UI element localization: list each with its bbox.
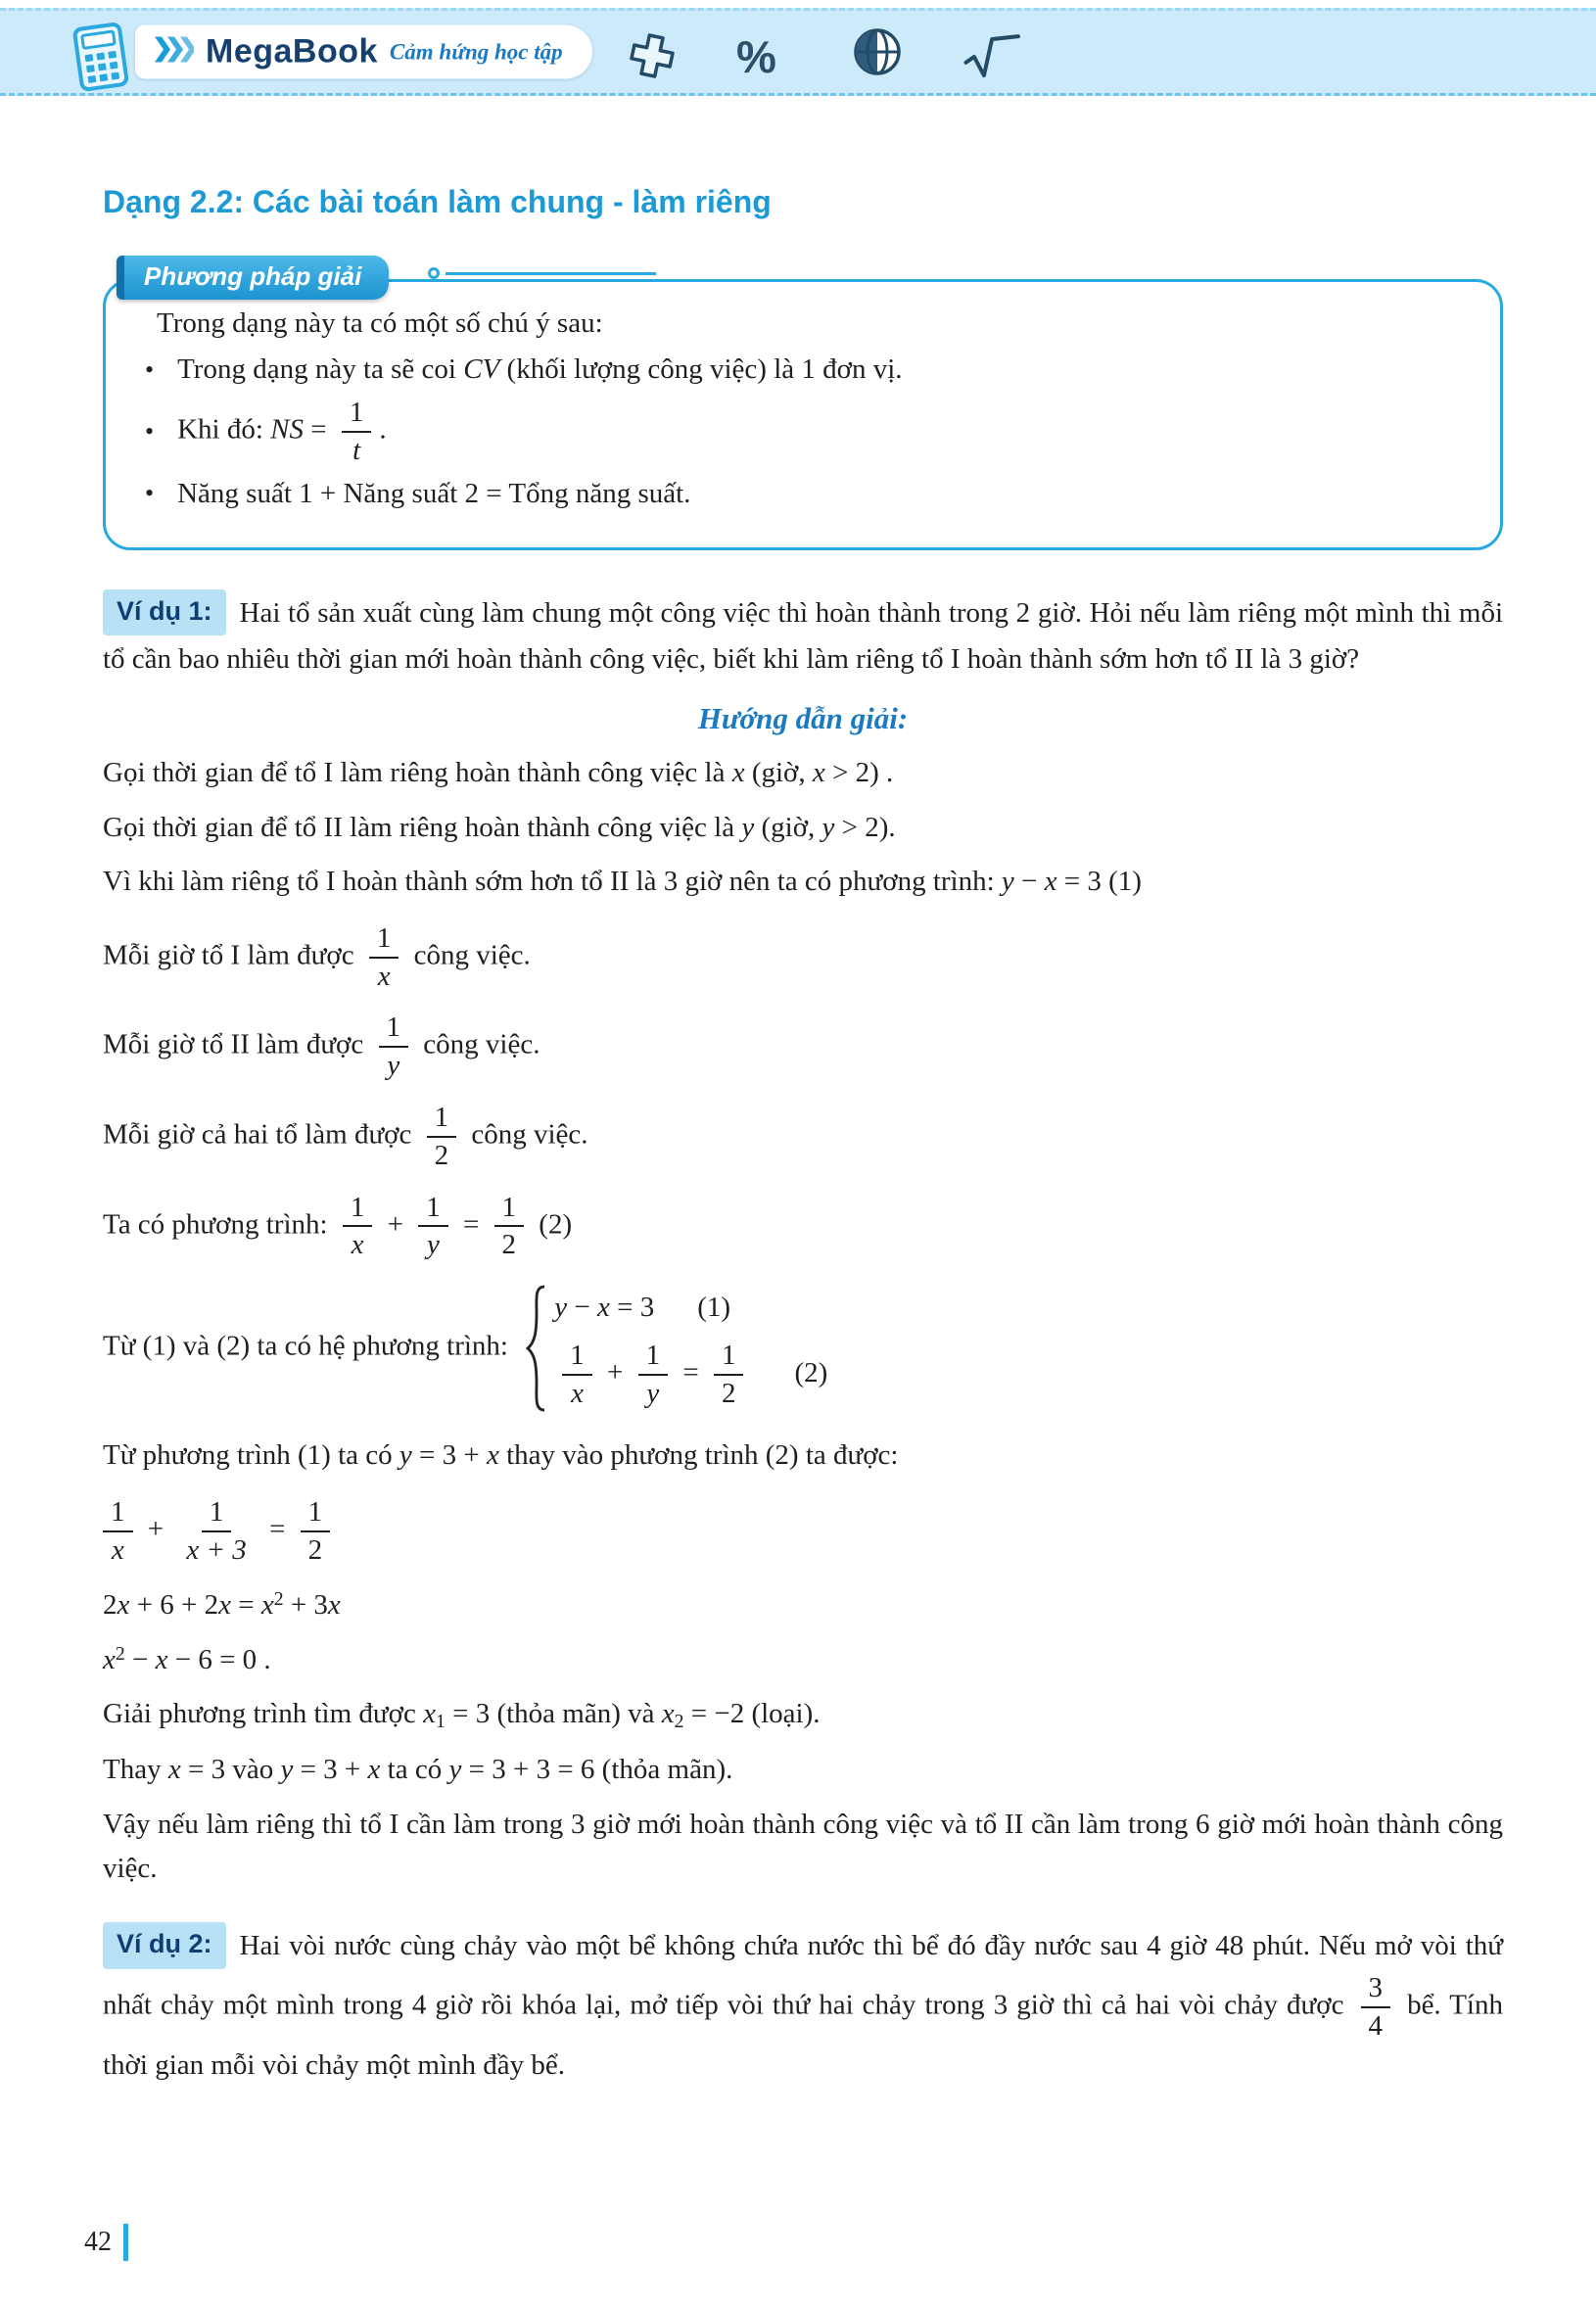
fraction-numerator: 1 (562, 1339, 592, 1376)
text-run: = (304, 413, 334, 446)
text-run: (giờ, (744, 757, 813, 789)
fraction (301, 1495, 331, 1568)
fraction-numerator: 1 (342, 396, 372, 433)
fraction (1361, 1971, 1391, 2044)
fraction-numerator: 3 (1361, 1971, 1391, 2008)
fraction (103, 1495, 133, 1568)
text-run: > 2) . (824, 757, 894, 789)
fraction (714, 1339, 744, 1411)
math-var: y (399, 1439, 412, 1472)
operator: = (676, 1356, 706, 1388)
fraction-denominator: 2 (501, 1229, 517, 1261)
math-var: y (280, 1753, 294, 1785)
bullet-marker: • (145, 479, 155, 508)
page-number: 42 (84, 2227, 112, 2257)
logo-chevrons-icon (153, 36, 194, 69)
text-run: Mỗi giờ cả hai tổ làm được (103, 1118, 419, 1151)
text-run: = −2 (loại). (683, 1698, 821, 1730)
text-run: Khi đó: (177, 413, 271, 446)
fraction-numerator: 1 (714, 1339, 744, 1376)
math-var: x (596, 1291, 610, 1323)
math-var: x (661, 1698, 675, 1730)
solution-line-14 (103, 1749, 1503, 1792)
method-box (103, 279, 1503, 550)
page-footer (84, 2224, 128, 2261)
solution-line-2 (103, 807, 1503, 850)
math-var: x (117, 1589, 130, 1622)
method-bullet-1 (139, 353, 1459, 386)
fraction (638, 1339, 669, 1411)
fraction (369, 921, 399, 994)
operator: + (140, 1513, 171, 1545)
fraction-denominator: y (427, 1229, 440, 1261)
math-var: y (448, 1753, 462, 1785)
text-run: = 3 + 3 = 6 (thỏa mãn). (461, 1753, 733, 1785)
text-run: công việc. (406, 939, 531, 971)
percent-icon: % (736, 31, 776, 82)
text-run: = 3 + (293, 1753, 368, 1785)
fraction-denominator: 2 (307, 1533, 323, 1566)
text-run: thay vào phương trình (498, 1439, 766, 1472)
fraction-denominator: y (387, 1050, 400, 1082)
solution-line-13 (103, 1693, 1503, 1737)
text-run: Thay (103, 1753, 168, 1785)
fraction (562, 1339, 592, 1411)
equation-tag: (1) (697, 1291, 731, 1323)
sqrt-icon (962, 32, 1024, 86)
text-run: Trong dạng này ta sẽ coi (177, 353, 464, 385)
fraction-denominator: 2 (434, 1139, 449, 1171)
subscript: 2 (674, 1711, 684, 1733)
equation-tag: (1) (298, 1439, 331, 1472)
equation-tag: (2) (532, 1208, 573, 1241)
operator: − (567, 1291, 597, 1323)
text-run: = (230, 1589, 261, 1622)
text-run: công việc. (464, 1118, 588, 1151)
text-run: Giải phương trình tìm được (103, 1698, 424, 1730)
equation-tag: (1) (1108, 866, 1142, 898)
solution-line-11 (103, 1584, 1503, 1627)
fraction-numerator: 1 (369, 921, 399, 959)
connector-ring (428, 267, 440, 279)
text-run: ta được: (798, 1439, 899, 1472)
fraction-denominator: x (111, 1533, 124, 1566)
example2-text: bể. Tính thời gian mỗi vòi chảy một mình đầy bể. (103, 1989, 1503, 2081)
example2-label: Ví dụ 2: (103, 1922, 226, 1969)
math-var: x (218, 1589, 231, 1622)
math-var: x (367, 1753, 381, 1785)
superscript: 2 (273, 1588, 284, 1611)
method-section (103, 256, 1503, 550)
math-var: x (103, 1643, 116, 1675)
operator: + (599, 1356, 631, 1388)
main-content (103, 184, 1503, 2097)
text-run: + 3 (283, 1589, 328, 1622)
logo-text: MegaBook (206, 32, 378, 71)
solution-line-8-system (103, 1284, 1503, 1413)
fraction (494, 1191, 525, 1263)
text-run: Từ (1) và (2) ta có hệ phương trình: (103, 1330, 516, 1362)
bullet-text (177, 396, 1459, 468)
left-brace-icon (525, 1284, 548, 1413)
example2-text: Hai vòi nước cùng chảy vào một bể không chứa nước thì bể đó đầy nước sau 4 giờ 48 phút. Nếu mở vòi thứ nhất chảy một mình trong 4 giờ rồi khóa lại, mở tiếp vòi thứ hai chảy trong 3 giờ thì cả hai vòi chảy được (103, 1930, 1503, 2021)
fraction-numerator: 1 (103, 1495, 133, 1532)
solution-line-4 (103, 921, 1503, 994)
fraction-numerator: 1 (418, 1191, 448, 1228)
operator: − (124, 1643, 156, 1675)
text-run: Mỗi giờ tổ II làm được (103, 1028, 371, 1060)
fraction-denominator: y (646, 1378, 660, 1409)
math-var: y (741, 811, 755, 843)
text-run: Vì khi làm riêng tổ I hoàn thành sớm hơn tổ II là 3 giờ nên ta có phương trình: (103, 866, 1002, 898)
fraction-denominator: x + 3 (186, 1533, 247, 1566)
text-run: Từ phương trình (103, 1439, 299, 1472)
globe-icon (850, 24, 905, 84)
fraction (418, 1191, 448, 1263)
megabook-logo (135, 25, 592, 79)
fraction-numerator: 1 (301, 1495, 331, 1532)
fraction (178, 1495, 254, 1568)
fraction-numerator: 1 (427, 1101, 457, 1138)
math-var: x (423, 1698, 436, 1730)
math-var: x (812, 757, 825, 789)
math-var: y (821, 811, 835, 843)
solution-line-6 (103, 1101, 1503, 1173)
fraction (427, 1101, 457, 1173)
fraction-denominator: x (351, 1229, 364, 1261)
text-run: − (1013, 866, 1045, 898)
operator: = (261, 1513, 293, 1545)
fraction-denominator: x (377, 960, 391, 992)
math-var: x (260, 1589, 274, 1622)
math-var: x (731, 757, 745, 789)
math-var: x (327, 1589, 341, 1622)
math-var: y (554, 1291, 568, 1323)
fraction-numerator: 1 (343, 1191, 373, 1228)
text-run: = 3 (609, 1291, 655, 1323)
solution-heading: Hướng dẫn giải: (697, 701, 909, 736)
text-run: + 6 + 2 (129, 1589, 219, 1622)
fraction-numerator: 1 (379, 1011, 409, 1048)
text-run: Gọi thời gian để tổ II làm riêng hoàn thành công việc là (103, 811, 742, 843)
bullet-text: Năng suất 1 + Năng suất 2 = Tổng năng suất. (177, 477, 691, 509)
plus-icon (627, 30, 678, 86)
example2-paragraph (103, 1924, 1503, 2087)
operator: + (380, 1208, 411, 1241)
bullet-marker: • (145, 354, 155, 384)
method-bullet-3 (139, 478, 1459, 510)
text-run: ta có (380, 1753, 449, 1785)
fraction-denominator: 4 (1368, 2009, 1384, 2042)
subscript: 1 (435, 1711, 446, 1733)
solution-conclusion: Vậy nếu làm riêng thì tổ I cần làm trong 3 giờ mới hoàn thành công việc và tổ II cần làm trong 6 giờ mới hoàn thành công việc. (103, 1809, 1503, 1885)
math-var: CV (463, 353, 500, 385)
text-run: = 3 (1056, 866, 1109, 898)
solution-line-3 (103, 861, 1503, 904)
math-var: NS (270, 413, 305, 446)
equation-tag: (2) (765, 1439, 799, 1472)
math-var: x (167, 1753, 181, 1785)
section-title: Dạng 2.2: Các bài toán làm chung - làm riêng (103, 184, 772, 219)
fraction-numerator: 1 (494, 1191, 525, 1228)
superscript: 2 (115, 1642, 125, 1665)
equation-system (525, 1284, 827, 1413)
solution-line-1 (103, 752, 1503, 795)
system-equation-1 (554, 1287, 827, 1330)
system-rows (554, 1287, 827, 1411)
solution-line-5 (103, 1011, 1503, 1083)
fraction-numerator: 1 (202, 1495, 232, 1532)
logo-tagline: Cảm hứng học tập (389, 39, 563, 64)
header-band (0, 8, 1596, 96)
bullet-text (177, 353, 1459, 386)
method-badge (117, 256, 389, 300)
system-equation-2 (554, 1339, 827, 1411)
text-run: − 6 = 0 . (167, 1643, 271, 1675)
operator: = (455, 1208, 487, 1241)
example1-label: Ví dụ 1: (103, 589, 226, 636)
fraction (379, 1011, 409, 1083)
text-run: = 3 (thỏa mãn) và (445, 1698, 662, 1730)
method-intro: Trong dạng này ta có một số chú ý sau: (157, 307, 603, 339)
example1-paragraph (103, 591, 1503, 682)
math-var: x (487, 1439, 499, 1472)
fraction-denominator: x (571, 1378, 584, 1409)
text-run: ta có (330, 1439, 399, 1472)
text-run: 2 (103, 1589, 117, 1622)
text-run: > 2). (834, 811, 896, 843)
text-run: = 3 + (411, 1439, 487, 1472)
bullet-marker: • (145, 416, 155, 446)
text-run: công việc. (416, 1028, 540, 1060)
text-run: . (379, 413, 387, 446)
equation-tag: (2) (794, 1356, 828, 1388)
text-run: = 3 vào (180, 1753, 281, 1785)
method-badge-label: Phương pháp giải (144, 261, 362, 291)
fraction (343, 1191, 373, 1263)
page-number-bar (123, 2224, 128, 2261)
text-run: Ta có phương trình: (103, 1208, 335, 1241)
solution-line-12 (103, 1639, 1503, 1682)
math-var: y (1001, 866, 1014, 898)
solution-line-10 (103, 1495, 1503, 1568)
math-var: x (1044, 866, 1057, 898)
text-run: (khối lượng công việc) là 1 đơn vị. (499, 353, 903, 385)
text-run: Gọi thời gian để tổ I làm riêng hoàn thành công việc là (103, 757, 732, 789)
math-var: x (155, 1643, 168, 1675)
fraction (342, 396, 372, 468)
solution-line-7 (103, 1191, 1503, 1263)
text-run: (giờ, (754, 811, 822, 843)
text-run: Mỗi giờ tổ I làm được (103, 939, 361, 971)
example1-text: Hai tổ sản xuất cùng làm chung một công việc thì hoàn thành trong 2 giờ. Hỏi nếu làm riêng một mình thì mỗi tổ cần bao nhiêu thời gian mới hoàn thành công việc, biết khi làm riêng tổ I hoàn thành sớm hơn tổ II là 3 giờ? (103, 596, 1503, 676)
fraction-denominator: 2 (721, 1378, 736, 1409)
fraction-denominator: t (352, 434, 361, 466)
connector-line (446, 272, 656, 275)
fraction-numerator: 1 (638, 1339, 669, 1376)
calculator-icon (69, 21, 133, 100)
solution-line-9 (103, 1435, 1503, 1478)
method-bullet-2 (139, 396, 1459, 468)
